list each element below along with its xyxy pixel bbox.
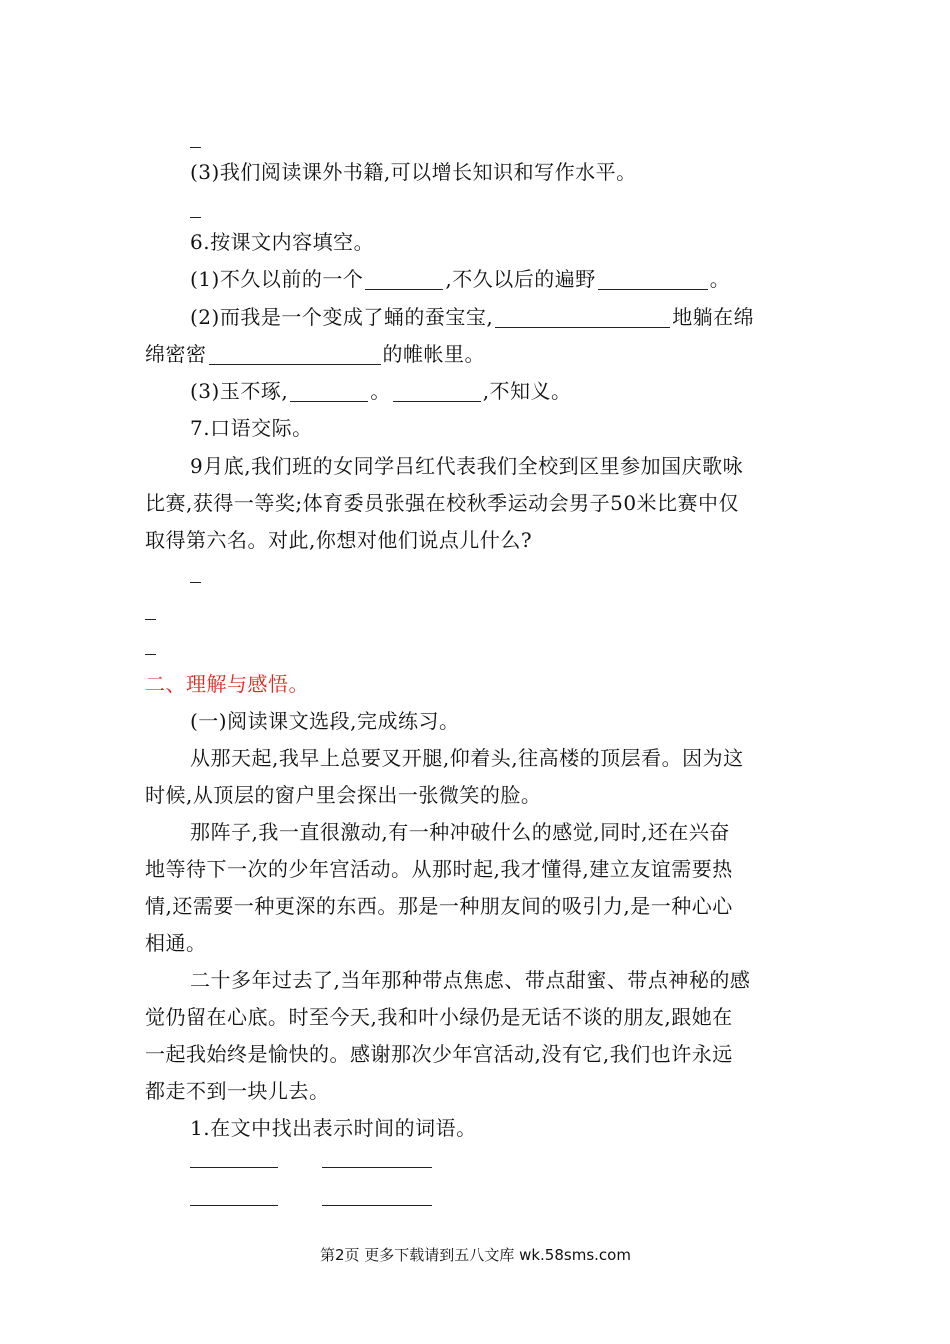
question-6-item-2: (2)而我是一个变成了蛹的蚕宝宝, 地躺在绵 xyxy=(190,305,755,329)
answer-line[interactable] xyxy=(190,1167,278,1168)
question-6-item-2-cont: 绵密密 的帷帐里。 xyxy=(145,342,485,366)
fill-blank[interactable] xyxy=(290,381,368,402)
question-7-text: 9月底,我们班的女同学吕红代表我们全校到区里参加国庆歌咏 xyxy=(190,454,744,478)
passage-paragraph-2: 情,还需要一种更深的东西。那是一种朋友间的吸引力,是一种心心 xyxy=(145,894,733,918)
answer-dash xyxy=(145,619,156,620)
passage-paragraph-1: 时候,从顶层的窗户里会探出一张微笑的脸。 xyxy=(145,783,542,807)
passage-paragraph-3: 觉仍留在心底。时至今天,我和叶小绿仍是无话不谈的朋友,跟她在 xyxy=(145,1005,733,1029)
passage-paragraph-3: 一起我始终是愉快的。感谢那次少年宫活动,没有它,我们也许永远 xyxy=(145,1042,733,1066)
fill-blank[interactable] xyxy=(495,307,670,328)
answer-dash xyxy=(190,147,201,148)
question-6-item-1: (1)不久以前的一个 ,不久以后的遍野 。 xyxy=(190,267,731,291)
reading-question-1: 1.在文中找出表示时间的词语。 xyxy=(190,1116,477,1140)
question-6-title: 6.按课文内容填空。 xyxy=(190,230,375,254)
answer-line[interactable] xyxy=(322,1167,432,1168)
answer-dash xyxy=(145,654,156,655)
passage-paragraph-3: 二十多年过去了,当年那种带点焦虑、带点甜蜜、带点神秘的感 xyxy=(190,968,751,992)
passage-paragraph-1: 从那天起,我早上总要叉开腿,仰着头,往高楼的顶层看。因为这 xyxy=(190,746,744,770)
answer-line[interactable] xyxy=(322,1205,432,1206)
answer-dash xyxy=(190,217,201,218)
fill-blank[interactable] xyxy=(393,381,481,402)
passage-paragraph-3: 都走不到一块儿去。 xyxy=(145,1079,330,1103)
question-7-title: 7.口语交际。 xyxy=(190,416,313,440)
reading-instruction: (一)阅读课文选段,完成练习。 xyxy=(190,709,460,733)
answer-dash xyxy=(190,582,201,583)
passage-paragraph-2: 地等待下一次的少年宫活动。从那时起,我才懂得,建立友谊需要热 xyxy=(145,857,733,881)
page-footer: 第2页 更多下载请到五八文库 wk.58sms.com xyxy=(320,1246,631,1264)
fill-blank[interactable] xyxy=(365,269,443,290)
answer-line[interactable] xyxy=(190,1205,278,1206)
question-7-text: 取得第六名。对此,你想对他们说点儿什么? xyxy=(145,528,533,552)
fill-blank[interactable] xyxy=(598,269,708,290)
question-7-text: 比赛,获得一等奖;体育委员张强在校秋季运动会男子50米比赛中仅 xyxy=(145,491,740,515)
question-6-item-3: (3)玉不琢, 。 ,不知义。 xyxy=(190,379,572,403)
passage-paragraph-2: 那阵子,我一直很激动,有一种冲破什么的感觉,同时,还在兴奋 xyxy=(190,820,730,844)
fill-blank[interactable] xyxy=(209,344,381,365)
sentence-3: (3)我们阅读课外书籍,可以增长知识和写作水平。 xyxy=(190,160,637,184)
passage-paragraph-2: 相通。 xyxy=(145,931,207,955)
section-2-title: 二、理解与感悟。 xyxy=(145,672,309,696)
